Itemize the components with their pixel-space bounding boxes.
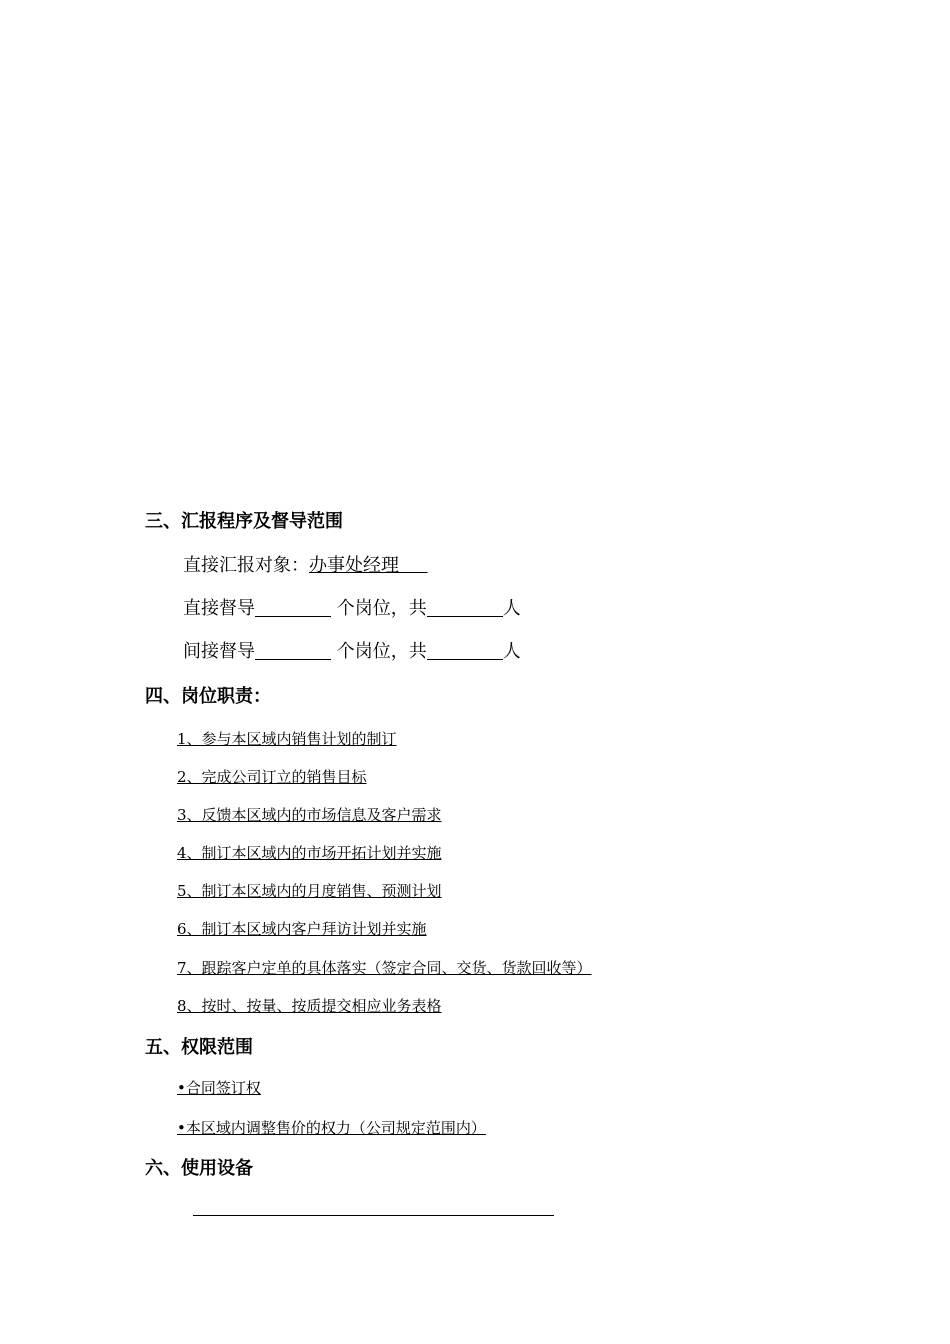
direct-report-value: 办事处经理 [309,555,399,576]
duty-item: 6、制订本区域内客户拜访计划并实施 [177,920,427,938]
authority-item: •合同签订权 [177,1079,261,1097]
positions-text: 个岗位，共 [336,641,427,662]
positions-text: 个岗位，共 [336,598,427,619]
indirect-positions-blank [255,641,331,660]
duty-item: 3、反馈本区域内的市场信息及客户需求 [177,806,442,824]
direct-positions-blank [255,598,331,617]
duty-item: 2、完成公司订立的销售目标 [177,768,367,786]
indirect-supervise-line [183,641,521,663]
duty-item: 5、制订本区域内的月度销售、预测计划 [177,882,442,900]
authority-item: •本区域内调整售价的权力（公司规定范围内） [177,1119,486,1137]
duty-item: 8、按时、按量、按质提交相应业务表格 [177,997,442,1015]
people-unit: 人 [502,598,521,619]
indirect-supervise-label: 间接督导 [183,641,255,662]
direct-report-line [183,555,428,577]
section3-heading: 三、汇报程序及督导范围 [145,511,343,532]
section5-heading: 五、权限范围 [145,1037,253,1058]
direct-people-blank [427,598,503,617]
duty-item: 1、参与本区域内销售计划的制订 [177,730,397,748]
duty-item: 4、制订本区域内的市场开拓计划并实施 [177,844,442,862]
section4-heading: 四、岗位职责： [145,686,271,707]
section6-heading: 六、使用设备 [145,1158,253,1179]
direct-supervise-label: 直接督导 [183,598,255,619]
indirect-people-blank [427,641,503,660]
equipment-blank-line [193,1215,554,1216]
people-unit: 人 [502,641,521,662]
direct-supervise-line [183,598,521,620]
direct-report-label: 直接汇报对象： [183,555,309,576]
duty-item: 7、跟踪客户定单的具体落实（签定合同、交货、货款回收等） [177,959,592,977]
